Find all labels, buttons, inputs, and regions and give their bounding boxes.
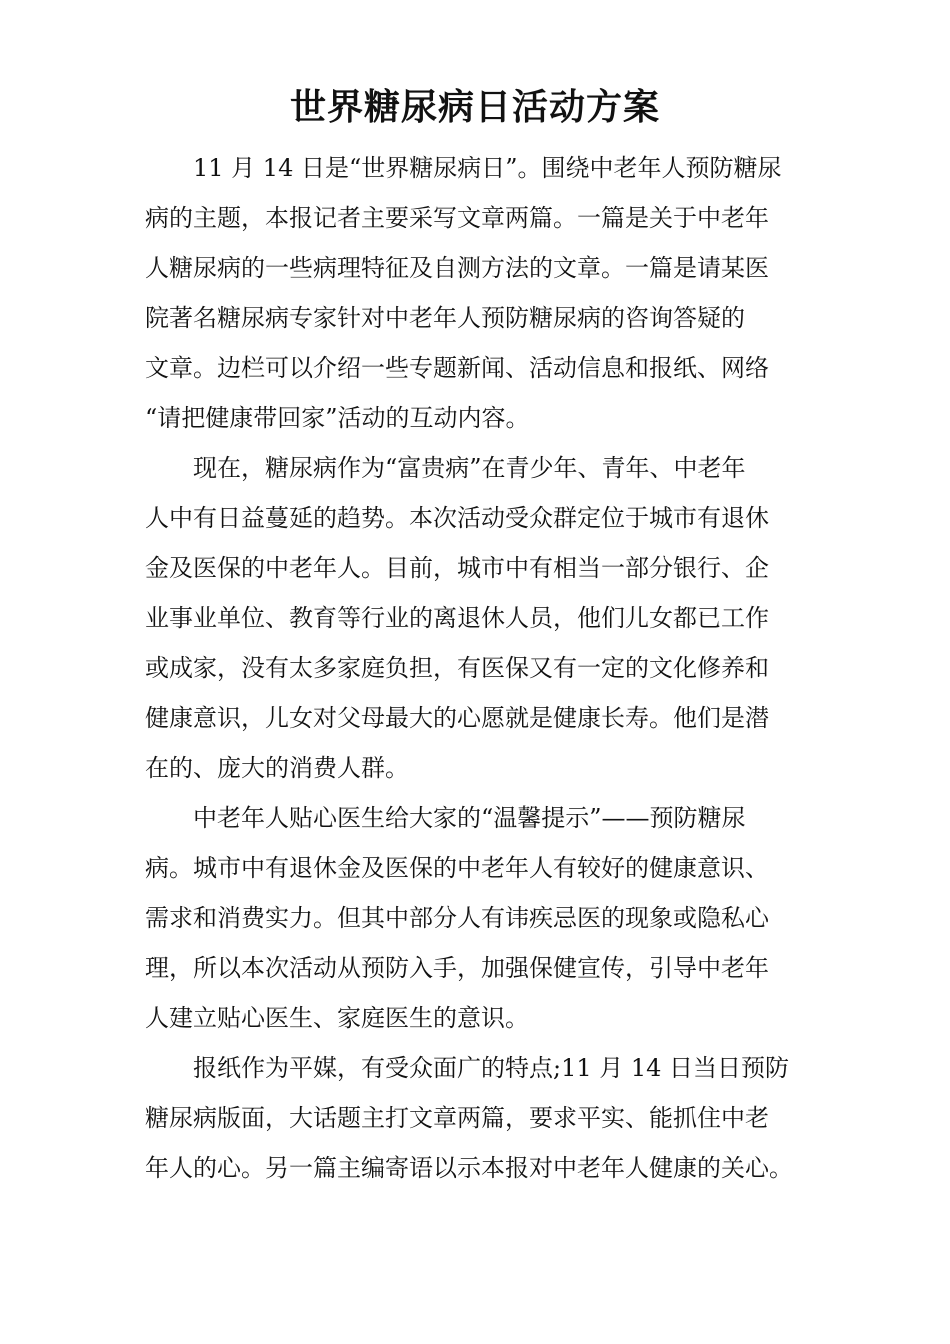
text-line: 11 月 14 日是“世界糖尿病日”。围绕中老年人预防糖尿 — [193, 154, 782, 182]
paragraph — [145, 443, 825, 793]
paragraph — [145, 143, 825, 443]
paragraph — [145, 793, 825, 1043]
text-line: 健康意识，儿女对父母最大的心愿就是健康长寿。他们是潜 — [145, 704, 769, 732]
text-line: 院著名糖尿病专家针对中老年人预防糖尿病的咨询答疑的 — [145, 304, 745, 332]
text-line: 或成家，没有太多家庭负担，有医保又有一定的文化修养和 — [145, 654, 769, 682]
text-line: 中老年人贴心医生给大家的“温馨提示”——预防糖尿 — [193, 804, 746, 832]
text-line: 年人的心。另一篇主编寄语以示本报对中老年人健康的关心。 — [145, 1154, 793, 1182]
text-line: 现在，糖尿病作为“富贵病”在青少年、青年、中老年 — [193, 454, 746, 482]
text-line: 需求和消费实力。但其中部分人有讳疾忌医的现象或隐私心 — [145, 904, 769, 932]
text-line: 病的主题，本报记者主要采写文章两篇。一篇是关于中老年 — [145, 204, 769, 232]
text-line: 业事业单位、教育等行业的离退休人员，他们儿女都已工作 — [145, 604, 769, 632]
text-line: 报纸作为平媒，有受众面广的特点;11 月 14 日当日预防 — [193, 1054, 790, 1082]
text-line: 文章。边栏可以介绍一些专题新闻、活动信息和报纸、网络 — [145, 354, 769, 382]
document-body — [145, 143, 825, 1193]
text-line: 病。城市中有退休金及医保的中老年人有较好的健康意识、 — [145, 854, 769, 882]
text-line: “请把健康带回家”活动的互动内容。 — [145, 404, 530, 432]
text-line: 人建立贴心医生、家庭医生的意识。 — [145, 1004, 529, 1032]
text-line: 在的、庞大的消费人群。 — [145, 754, 409, 782]
document-title: 世界糖尿病日活动方案 — [289, 86, 660, 128]
text-line: 人糖尿病的一些病理特征及自测方法的文章。一篇是请某医 — [145, 254, 769, 282]
paragraph — [145, 1043, 825, 1193]
text-line: 金及医保的中老年人。目前，城市中有相当一部分银行、企 — [145, 554, 769, 582]
text-line: 理，所以本次活动从预防入手，加强保健宣传，引导中老年 — [145, 954, 769, 982]
text-line: 糖尿病版面，大话题主打文章两篇，要求平实、能抓住中老 — [145, 1104, 769, 1132]
text-line: 人中有日益蔓延的趋势。本次活动受众群定位于城市有退休 — [145, 504, 769, 532]
